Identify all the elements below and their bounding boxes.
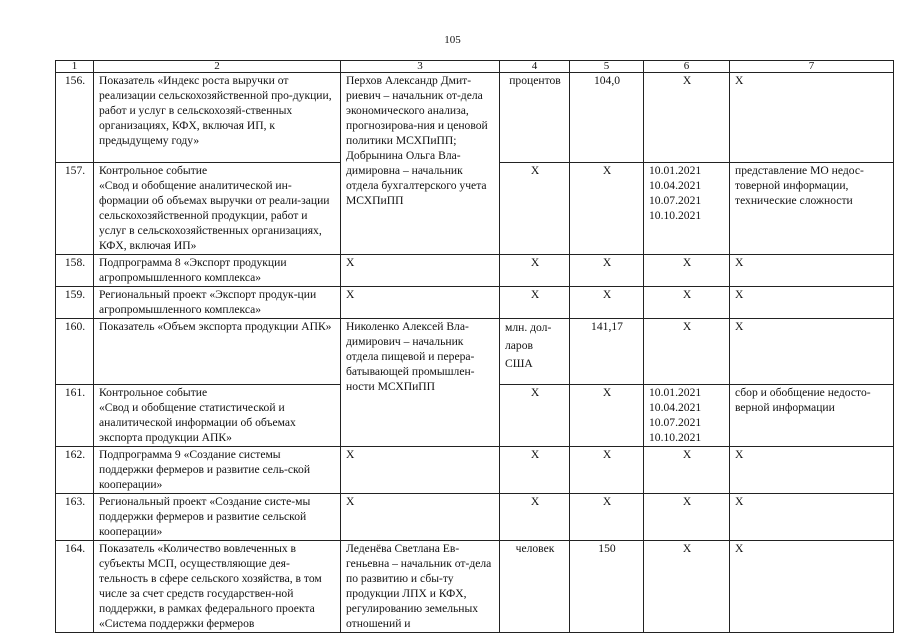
note-cell: Х: [730, 319, 894, 385]
unit-cell: Х: [500, 447, 570, 494]
note-cell: Х: [730, 447, 894, 494]
header-cell: 2: [94, 61, 341, 73]
responsible-person: Перхов Александр Дмит-риевич – начальник от-дела экономического анализа, прогнозирова-ния и ценовой политики МСХПиПП; Добрынина Ольга Вла-димировна – начальник отдела бухгалтерского учета МСХПиПП: [341, 73, 500, 255]
unit-cell: млн. дол- ларов США: [500, 319, 570, 385]
unit-cell: Х: [500, 494, 570, 541]
responsible-person: Николенко Алексей Вла-димирович – начальник отдела пищевой и перера-батывающей промышлен-ности МСХПиПП: [341, 319, 500, 447]
row-number: 161.: [56, 385, 94, 447]
value-cell: 141,17: [570, 319, 644, 385]
unit-cell: Х: [500, 255, 570, 287]
responsible-person: Х: [341, 447, 500, 494]
page-number: 105: [444, 34, 461, 46]
row-name: Региональный проект «Экспорт продук-ции агропромышленного комплекса»: [94, 287, 341, 319]
table-row: [56, 287, 894, 319]
row-number: 157.: [56, 163, 94, 255]
unit-cell: процентов: [500, 73, 570, 163]
value-cell: Х: [570, 287, 644, 319]
note-cell: Х: [730, 494, 894, 541]
dates-cell: 10.01.2021 10.04.2021 10.07.2021 10.10.2021: [644, 163, 730, 255]
table-row: [56, 541, 894, 633]
dates-cell: 10.01.2021 10.04.2021 10.07.2021 10.10.2021: [644, 385, 730, 447]
note-cell: Х: [730, 73, 894, 163]
note-cell: Х: [730, 287, 894, 319]
value-cell: Х: [570, 494, 644, 541]
header-cell: 7: [730, 61, 894, 73]
row-number: 164.: [56, 541, 94, 633]
header-cell: 4: [500, 61, 570, 73]
value-cell: Х: [570, 255, 644, 287]
unit-cell: Х: [500, 385, 570, 447]
row-number: 158.: [56, 255, 94, 287]
row-number: 162.: [56, 447, 94, 494]
value-cell: 104,0: [570, 73, 644, 163]
row-name: Подпрограмма 8 «Экспорт продукции агропромышленного комплекса»: [94, 255, 341, 287]
dates-cell: Х: [644, 319, 730, 385]
value-cell: Х: [570, 447, 644, 494]
unit-cell: человек: [500, 541, 570, 633]
note-cell: Х: [730, 255, 894, 287]
row-name: Подпрограмма 9 «Создание системы поддержки фермеров и развитие сель-ской кооперации»: [94, 447, 341, 494]
header-cell: 6: [644, 61, 730, 73]
dates-cell: Х: [644, 541, 730, 633]
row-number: 156.: [56, 73, 94, 163]
responsible-person: Х: [341, 255, 500, 287]
table-row: [56, 255, 894, 287]
unit-cell: Х: [500, 163, 570, 255]
row-number: 160.: [56, 319, 94, 385]
note-cell: представление МО недос-товерной информации, технические сложности: [730, 163, 894, 255]
row-number: 159.: [56, 287, 94, 319]
value-cell: 150: [570, 541, 644, 633]
responsible-person: Х: [341, 287, 500, 319]
header-cell: 1: [56, 61, 94, 73]
value-cell: Х: [570, 385, 644, 447]
dates-cell: Х: [644, 447, 730, 494]
table-row: [56, 447, 894, 494]
row-name: Показатель «Объем экспорта продукции АПК»: [94, 319, 341, 385]
row-name: Показатель «Количество вовлеченных в субъекты МСП, осуществляющие дея-тельность в сфере сельского хозяйства, в том числе за счет средств государствен-ной поддержки, в рамках федерального проекта «Система поддержки фермеров: [94, 541, 341, 633]
unit-cell: Х: [500, 287, 570, 319]
plan-table: [55, 60, 894, 633]
table-row: [56, 73, 894, 163]
note-cell: сбор и обобщение недосто-верной информации: [730, 385, 894, 447]
header-cell: 3: [341, 61, 500, 73]
header-row: [56, 61, 894, 73]
responsible-person: Х: [341, 494, 500, 541]
row-name: Региональный проект «Создание систе-мы поддержки фермеров и развитие сельской кооперации»: [94, 494, 341, 541]
dates-cell: Х: [644, 494, 730, 541]
dates-cell: Х: [644, 73, 730, 163]
table-row: [56, 319, 894, 385]
dates-cell: Х: [644, 287, 730, 319]
value-cell: Х: [570, 163, 644, 255]
dates-cell: Х: [644, 255, 730, 287]
row-name: Показатель «Индекс роста выручки от реализации сельскохозяйственной про-дукции, работ и услуг в сельскохозяй-ственных организациях, КФХ, включая ИП, к предыдущему году»: [94, 73, 341, 163]
note-cell: Х: [730, 541, 894, 633]
responsible-person: Леденёва Светлана Ев-геньевна – начальник от-дела по развитию и сбы-ту продукции ЛПХ и КФХ, регулированию земельных отношений и: [341, 541, 500, 633]
table-row: [56, 494, 894, 541]
row-number: 163.: [56, 494, 94, 541]
row-name: Контрольное событие «Свод и обобщение аналитической ин-формации об объемах выручки от реали-зации сельскохозяйственной продукции, работ и услуг в сельскохозяйственных организациях, КФХ, включая ИП»: [94, 163, 341, 255]
header-cell: 5: [570, 61, 644, 73]
row-name: Контрольное событие «Свод и обобщение статистической и аналитической информации об объемах экспорта продукции АПК»: [94, 385, 341, 447]
